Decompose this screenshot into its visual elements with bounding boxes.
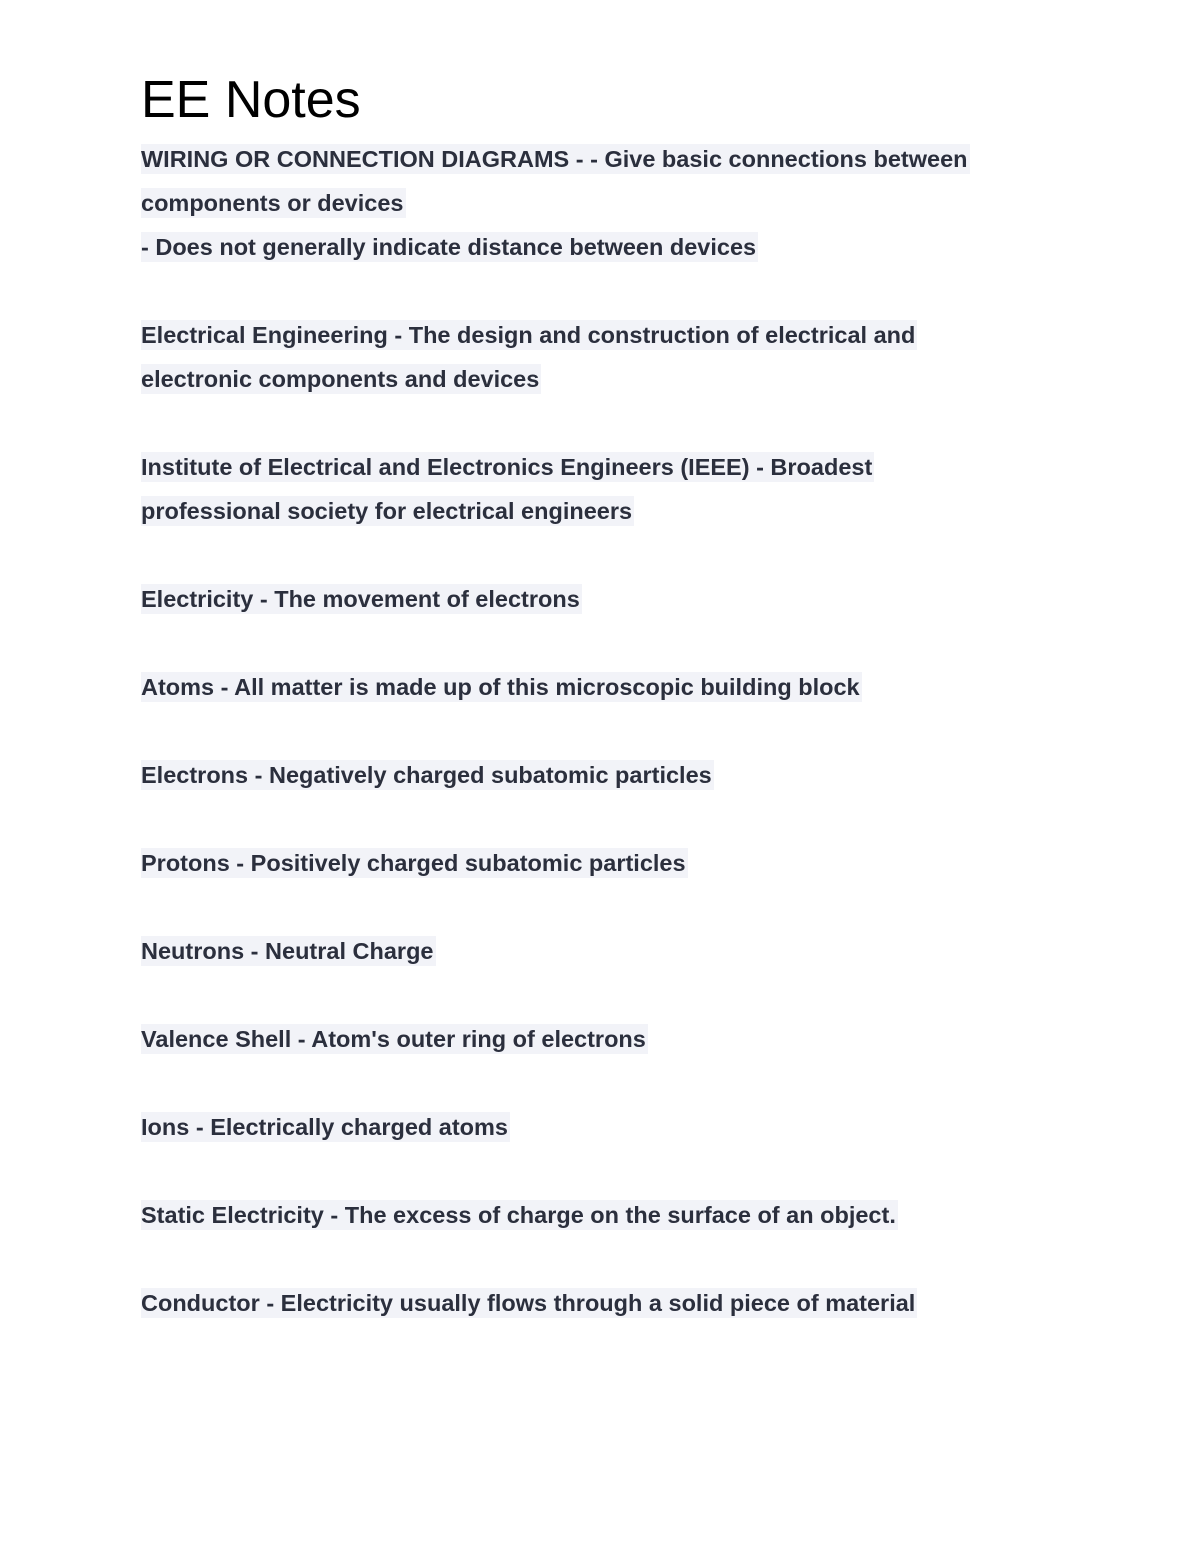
note-line xyxy=(141,1281,917,1325)
note-text: Conductor - Electricity usually flows through a solid piece of material xyxy=(141,1290,916,1316)
note-text: Neutrons - Neutral Charge xyxy=(141,938,434,964)
note-line xyxy=(141,665,862,709)
note-text: components or devices xyxy=(141,190,404,216)
note-entry xyxy=(141,137,1061,269)
note-line xyxy=(141,357,541,401)
note-text: Electrical Engineering - The design and construction of electrical and xyxy=(141,322,916,348)
note-text: Protons - Positively charged subatomic particles xyxy=(141,850,686,876)
note-text: Ions - Electrically charged atoms xyxy=(141,1114,508,1140)
note-entry xyxy=(141,929,1061,973)
note-line xyxy=(141,841,688,885)
note-text: Static Electricity - The excess of charge on the surface of an object. xyxy=(141,1202,896,1228)
note-line xyxy=(141,137,970,181)
note-text: Electricity - The movement of electrons xyxy=(141,586,580,612)
document-title: EE Notes xyxy=(141,71,361,129)
note-text: professional society for electrical engineers xyxy=(141,498,633,524)
note-entry xyxy=(141,1281,1061,1325)
note-entry xyxy=(141,445,1061,533)
note-entry xyxy=(141,1105,1061,1149)
note-line xyxy=(141,489,634,533)
note-line xyxy=(141,225,758,269)
notes-list xyxy=(141,137,1061,1325)
note-text: - Does not generally indicate distance between devices xyxy=(141,234,757,260)
note-entry xyxy=(141,1193,1061,1237)
note-line xyxy=(141,753,714,797)
note-text: Institute of Electrical and Electronics Engineers (IEEE) - Broadest xyxy=(141,454,873,480)
note-line xyxy=(141,313,917,357)
note-entry xyxy=(141,665,1061,709)
note-line xyxy=(141,929,436,973)
note-entry xyxy=(141,841,1061,885)
note-text: Electrons - Negatively charged subatomic particles xyxy=(141,762,712,788)
note-line xyxy=(141,181,406,225)
note-entry xyxy=(141,577,1061,621)
note-line xyxy=(141,445,874,489)
note-entry xyxy=(141,1017,1061,1061)
note-text: Atoms - All matter is made up of this microscopic building block xyxy=(141,674,860,700)
note-text: Valence Shell - Atom's outer ring of electrons xyxy=(141,1026,646,1052)
note-line xyxy=(141,1193,898,1237)
note-text: WIRING OR CONNECTION DIAGRAMS - - Give basic connections between xyxy=(141,146,968,172)
note-line xyxy=(141,1105,510,1149)
note-text: electronic components and devices xyxy=(141,366,540,392)
note-entry xyxy=(141,313,1061,401)
note-line xyxy=(141,1017,648,1061)
note-entry xyxy=(141,753,1061,797)
note-line xyxy=(141,577,582,621)
